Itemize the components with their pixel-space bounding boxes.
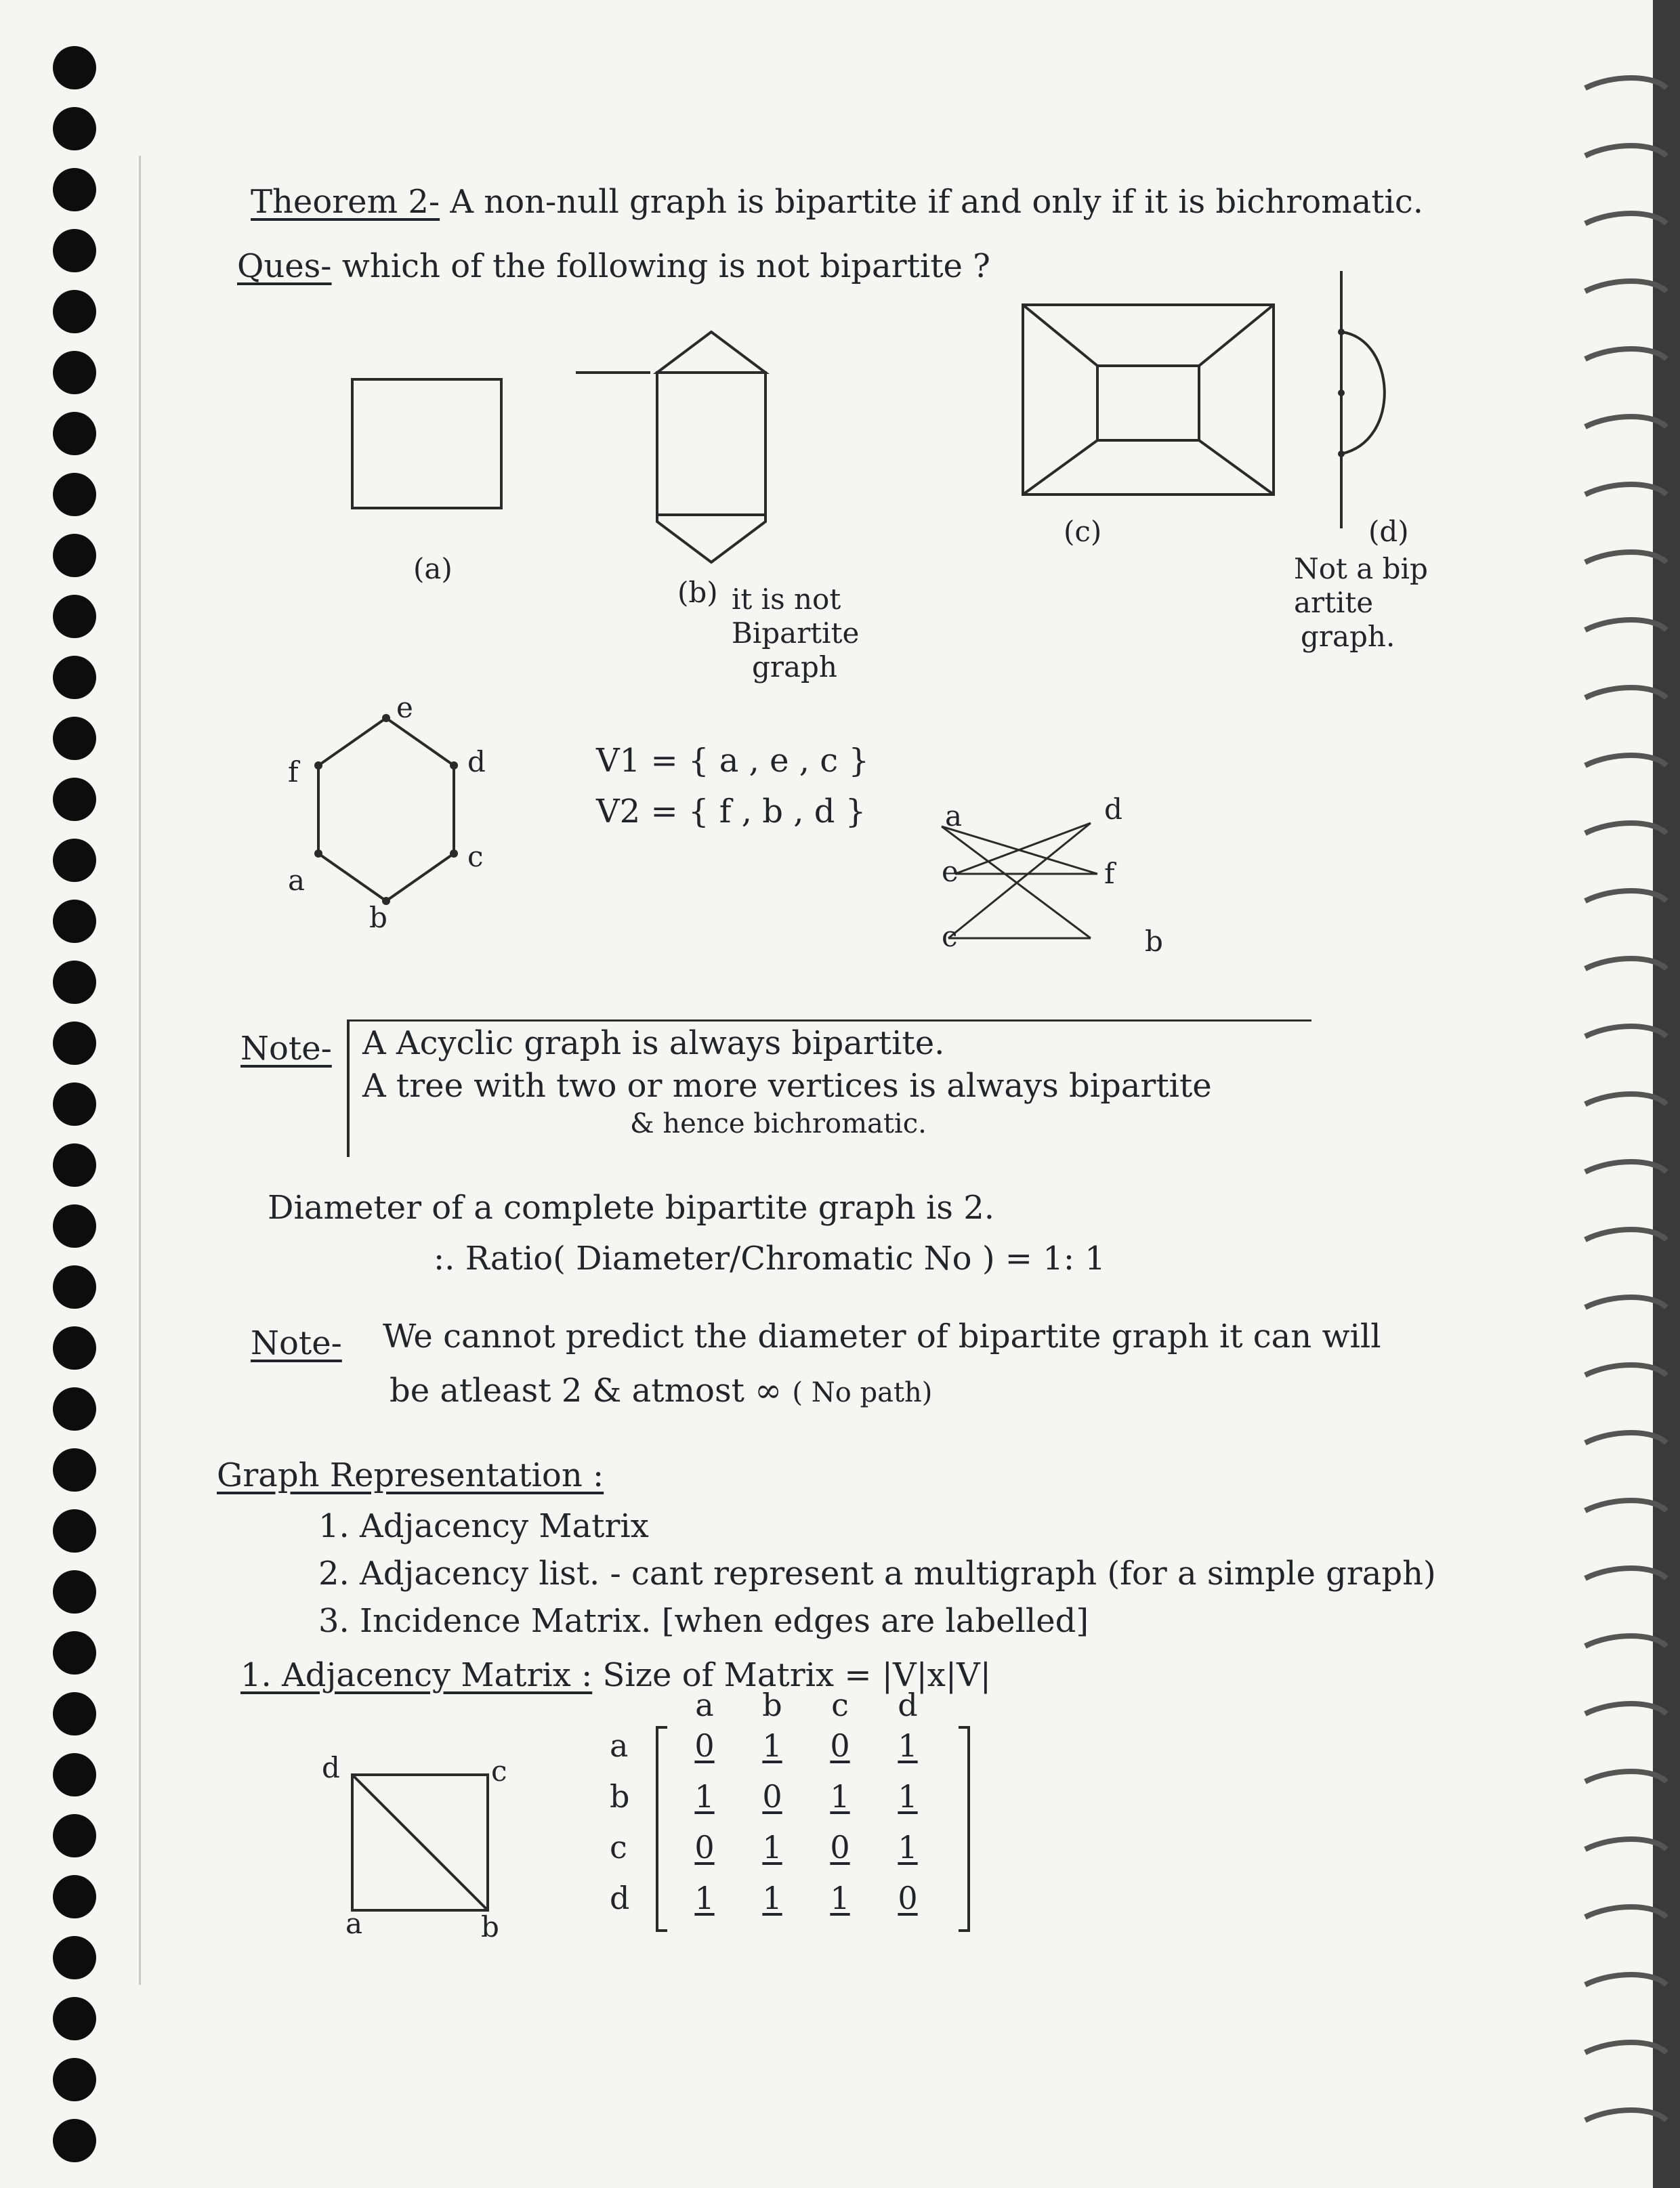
question-label: Ques-	[237, 247, 332, 285]
partition-v1: V1 = { a , e , c }	[596, 742, 869, 780]
matrix-col-c: c	[831, 1687, 849, 1723]
bip-left-a: a	[945, 799, 963, 833]
note1-line2: A tree with two or more vertices is always bipartite	[362, 1067, 1212, 1105]
graph-rep-item-3: 3. Incidence Matrix. [when edges are labelled]	[318, 1602, 1089, 1640]
matrix-cell: 1	[762, 1880, 782, 1916]
theorem-text: A non-null graph is bipartite if and only if it is bichromatic.	[450, 183, 1424, 221]
graph-d-note-line2: artite	[1294, 586, 1374, 619]
note1-label: Note-	[240, 1030, 332, 1068]
matrix-cell: 1	[898, 1829, 918, 1866]
hex-vertex-a: a	[288, 864, 306, 897]
hex-vertex-f: f	[288, 755, 299, 788]
theorem-title: Theorem 2-	[251, 183, 440, 221]
matrix-cell: 1	[898, 1727, 918, 1764]
graph-d-note-line3: graph.	[1301, 620, 1395, 653]
matrix-row-label-a: a	[610, 1727, 629, 1764]
matrix-cell: 1	[694, 1778, 715, 1815]
partition-v2: V2 = { f , b , d }	[596, 793, 866, 830]
adjacency-size: Size of Matrix = |V|x|V|	[602, 1656, 991, 1694]
note2-line1: We cannot predict the diameter of bipartite graph it can will	[383, 1318, 1381, 1355]
matrix-row-label-b: b	[610, 1778, 630, 1815]
matrix-row-label-c: c	[610, 1829, 627, 1866]
graph-rep-item-2: 2. Adjacency list. - cant represent a multigraph (for a simple graph)	[318, 1555, 1436, 1593]
matrix-cell: 1	[694, 1880, 715, 1916]
matrix-col-a: a	[695, 1687, 714, 1723]
graph-d-note-line1: Not a bip	[1294, 552, 1428, 585]
diameter-ratio: :. Ratio( Diameter/Chromatic No ) = 1: 1	[434, 1240, 1106, 1278]
graph-b-note-line2: Bipartite	[732, 616, 860, 650]
margin-line	[139, 156, 141, 1985]
matrix-row	[671, 1829, 942, 1866]
theorem-line	[251, 183, 1423, 222]
bip-right-b: b	[1145, 925, 1163, 958]
matrix-col-b: b	[762, 1687, 782, 1723]
note2-line2-extra: ( No path)	[792, 1377, 933, 1408]
graph-d-label: (d)	[1368, 515, 1409, 548]
matrix-cell: 0	[830, 1829, 850, 1866]
question-line	[237, 247, 990, 287]
graph-b-note-line1: it is not	[732, 583, 841, 616]
question-text: which of the following is not bipartite ?	[341, 247, 990, 285]
bip-right-f: f	[1104, 857, 1115, 890]
matrix-cell: 1	[830, 1880, 850, 1916]
square-vertex-a: a	[345, 1907, 363, 1940]
diameter-text: Diameter of a complete bipartite graph is 2.	[268, 1189, 994, 1227]
matrix-cell: 0	[830, 1727, 850, 1764]
matrix-cell: 1	[898, 1778, 918, 1815]
hex-vertex-c: c	[467, 840, 484, 873]
note2-line2	[390, 1372, 932, 1411]
graph-rep-item-1: 1. Adjacency Matrix	[318, 1507, 649, 1545]
matrix-cell: 1	[762, 1727, 782, 1764]
square-graph	[339, 1761, 515, 1931]
spiral-rings	[1572, 0, 1680, 2188]
graph-d-path-with-loop	[1287, 271, 1423, 542]
graph-a-label: (a)	[413, 552, 453, 585]
matrix-row-label-d: d	[610, 1880, 630, 1916]
note1-line3: & hence bichromatic.	[630, 1108, 927, 1139]
adjacency-matrix	[610, 1687, 989, 1944]
hex-vertex-d: d	[467, 745, 486, 778]
bip-right-d: d	[1104, 793, 1122, 826]
graph-c-nested-squares	[1016, 298, 1287, 515]
matrix-cell: 1	[830, 1778, 850, 1815]
graph-c-label: (c)	[1064, 515, 1102, 548]
note2-label: Note-	[251, 1324, 342, 1362]
square-vertex-d: d	[322, 1751, 340, 1784]
graph-b-label: (b)	[677, 576, 718, 609]
matrix-row	[671, 1880, 942, 1916]
matrix-row	[671, 1727, 942, 1764]
square-vertex-c: c	[491, 1754, 507, 1788]
square-vertex-b: b	[481, 1910, 499, 1943]
binder-holes	[0, 0, 135, 2188]
matrix-cell: 0	[762, 1778, 782, 1815]
matrix-header	[671, 1687, 942, 1723]
matrix-cell: 0	[898, 1880, 918, 1916]
graph-b-note-line3: graph	[752, 650, 837, 683]
bip-left-c: c	[942, 920, 958, 953]
matrix-row	[671, 1778, 942, 1815]
graph-b-house	[576, 318, 847, 576]
adjacency-title: 1. Adjacency Matrix :	[240, 1656, 593, 1694]
note1-line1: A Acyclic graph is always bipartite.	[362, 1024, 945, 1062]
matrix-col-d: d	[898, 1687, 918, 1723]
matrix-cell: 0	[694, 1829, 715, 1866]
hex-vertex-b: b	[369, 901, 387, 934]
matrix-cell: 0	[694, 1727, 715, 1764]
matrix-cell: 1	[762, 1829, 782, 1866]
note2-line2-main: be atleast 2 & atmost ∞	[390, 1372, 782, 1410]
bip-left-e: e	[942, 855, 959, 888]
hexagon-graph	[291, 691, 508, 948]
graph-rep-title: Graph Representation :	[217, 1456, 604, 1494]
graph-a-square	[339, 366, 515, 542]
hex-vertex-e: e	[396, 691, 413, 724]
